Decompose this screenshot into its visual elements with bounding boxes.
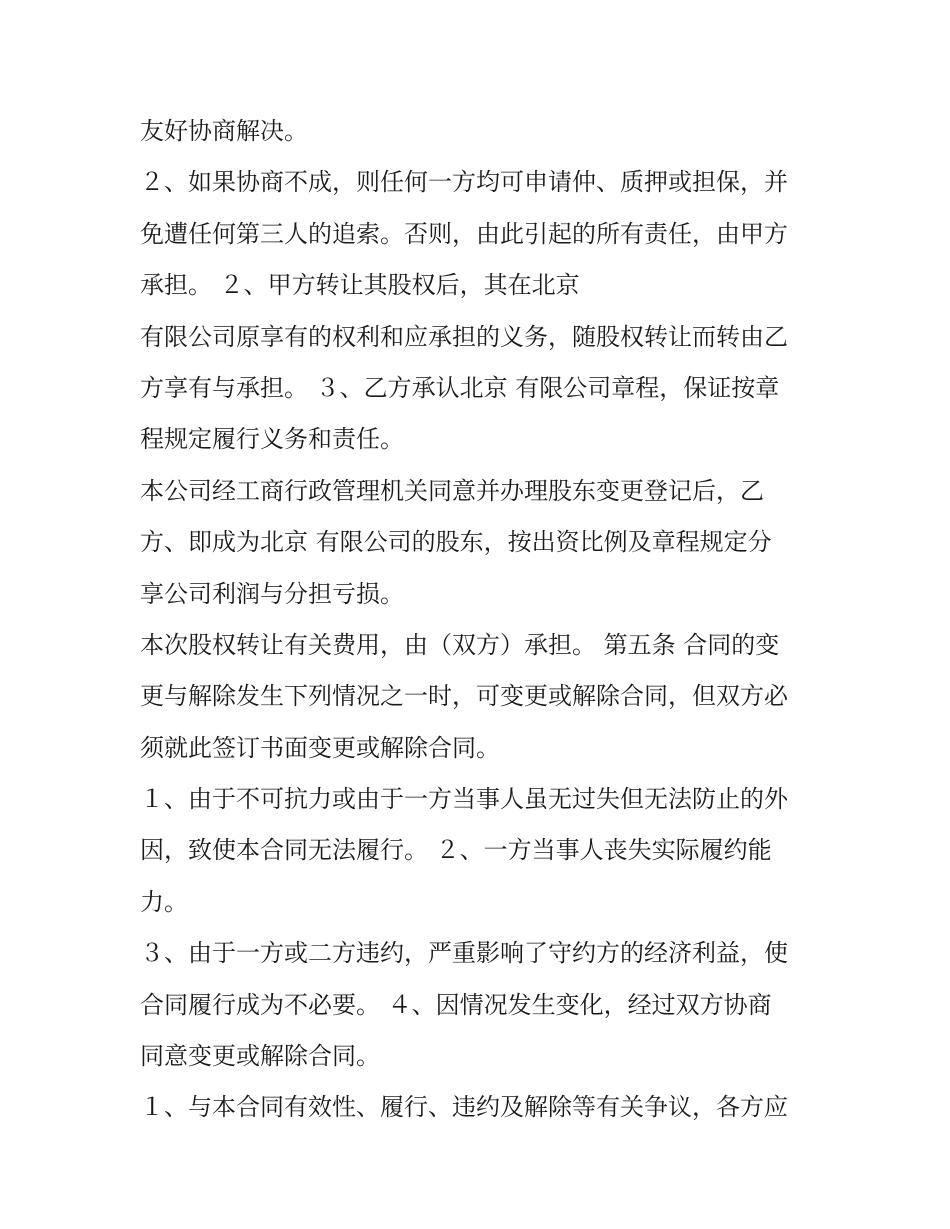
text-line: 享公司利润与分担亏损。 (140, 579, 404, 608)
text-line: 方、即成为北京 有限公司的股东，按出资比例及章程规定分 (140, 528, 772, 557)
text-line: 有限公司原享有的权利和应承担的义务，随股权转让而转由乙 (140, 322, 788, 351)
text-line: 方享有与承担。 ３、乙方承认北京 有限公司章程，保证按章 (140, 373, 780, 402)
text-line: 本次股权转让有关费用，由（双方）承担。 第五条 合同的变 (140, 630, 780, 659)
text-line: 更与解除发生下列情况之一时，可变更或解除合同，但双方必 (140, 682, 788, 711)
text-line: 本公司经工商行政管理机关同意并办理股东变更登记后，乙 (140, 476, 764, 505)
text-line: １、与本合同有效性、履行、违约及解除等有关争议，各方应 (140, 1093, 788, 1122)
text-line: ２、如果协商不成，则任何一方均可申请仲、质押或担保，并 (140, 168, 788, 197)
text-line: 合同履行成为不必要。 ４、因情况发生变化，经过双方协商 (140, 990, 772, 1019)
text-line: 力。 (140, 887, 188, 916)
text-line: １、由于不可抗力或由于一方当事人虽无过失但无法防止的外 (140, 785, 788, 814)
text-line: 承担。 ２、甲方转让其股权后，其在北京 (140, 271, 580, 300)
text-line: 同意变更或解除合同。 (140, 1042, 380, 1071)
document-body (140, 108, 830, 1136)
text-line: 免遭任何第三人的追索。否则，由此引起的所有责任，由甲方 (140, 219, 788, 248)
text-line: ３、由于一方或二方违约，严重影响了守约方的经济利益，使 (140, 939, 788, 968)
text-line: 程规定履行义务和责任。 (140, 425, 404, 454)
text-line: 友好协商解决。 (140, 117, 308, 145)
text-line: 因，致使本合同无法履行。 ２、一方当事人丧失实际履约能 (140, 836, 772, 865)
text-line: 须就此签订书面变更或解除合同。 (140, 733, 500, 762)
